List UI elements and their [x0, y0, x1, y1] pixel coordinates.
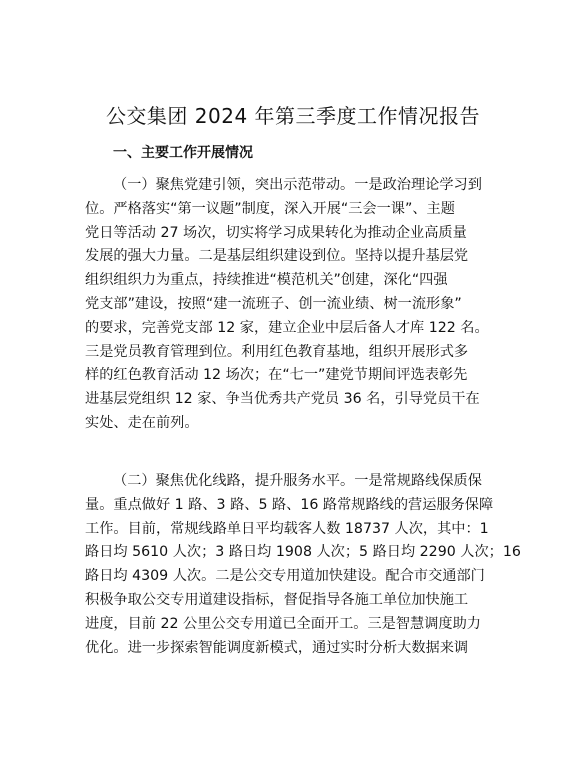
paragraph-line: （二）聚焦优化线路，提升服务水平。一是常规路线保质保: [113, 473, 482, 489]
document-title: 公交集团 2024 年第三季度工作情况报告: [105, 104, 481, 128]
paragraph-line: 样的红色教育活动 12 场次；在“七一”建党节期间评选表彰先: [85, 367, 468, 384]
paragraph-line: 工作。目前，常规线路单日平均载客人数 18737 人次，其中：1: [85, 520, 489, 537]
section-heading: 一、主要工作开展情况: [113, 145, 253, 161]
paragraph-party-building: [85, 174, 500, 436]
paragraph-line: 进基层党组织 12 家、争当优秀共产党员 36 名，引导党员干在: [85, 391, 480, 408]
paragraph-line: 三是党员教育管理到位。利用红色教育基地，组织开展形式多: [85, 343, 469, 360]
paragraph-line: 路日均 4309 人次。二是公交专用道加快建设。配合市交通部门: [85, 568, 485, 585]
paragraph-line: 量。重点做好 1 路、3 路、5 路、16 路常规路线的营运服务保障: [85, 496, 494, 513]
paragraph-line: 党日等活动 27 场次，切实将学习成果转化为推动企业高质量: [85, 224, 467, 241]
paragraph-line: 的要求，完善党支部 12 家，建立企业中层后备人才库 122 名。: [85, 319, 489, 336]
paragraph-line: 优化。进一步探索智能调度新模式，通过实时分析大数据来调: [85, 639, 469, 656]
paragraph-line: 发展的强大力量。二是基层组织建设到位。坚持以提升基层党: [85, 248, 469, 265]
paragraph-line: 实处、走在前列。: [85, 414, 199, 431]
paragraph-line: 进度，目前 22 公里公交专用道已全面开工。三是智慧调度助力: [85, 615, 481, 632]
paragraph-line: 路日均 5610 人次；3 路日均 1908 人次；5 路日均 2290 人次；16: [85, 544, 521, 561]
paragraph-line: 积极争取公交专用道建设指标，督促指导各施工单位加快施工: [85, 591, 469, 608]
paragraph-line: 位。严格落实“第一议题”制度，深入开展“三会一课”、主题: [85, 200, 455, 217]
paragraph-line: （一）聚焦党建引领，突出示范带动。一是政治理论学习到: [113, 177, 482, 193]
paragraph-line: 党支部”建设，按照“建一流班子、创一流业绩、树一流形象”: [85, 295, 462, 312]
paragraph-route-optimization: [85, 470, 521, 660]
paragraph-line: 组织组织力为重点，持续推进“模范机关”创建，深化“四强: [85, 272, 448, 289]
